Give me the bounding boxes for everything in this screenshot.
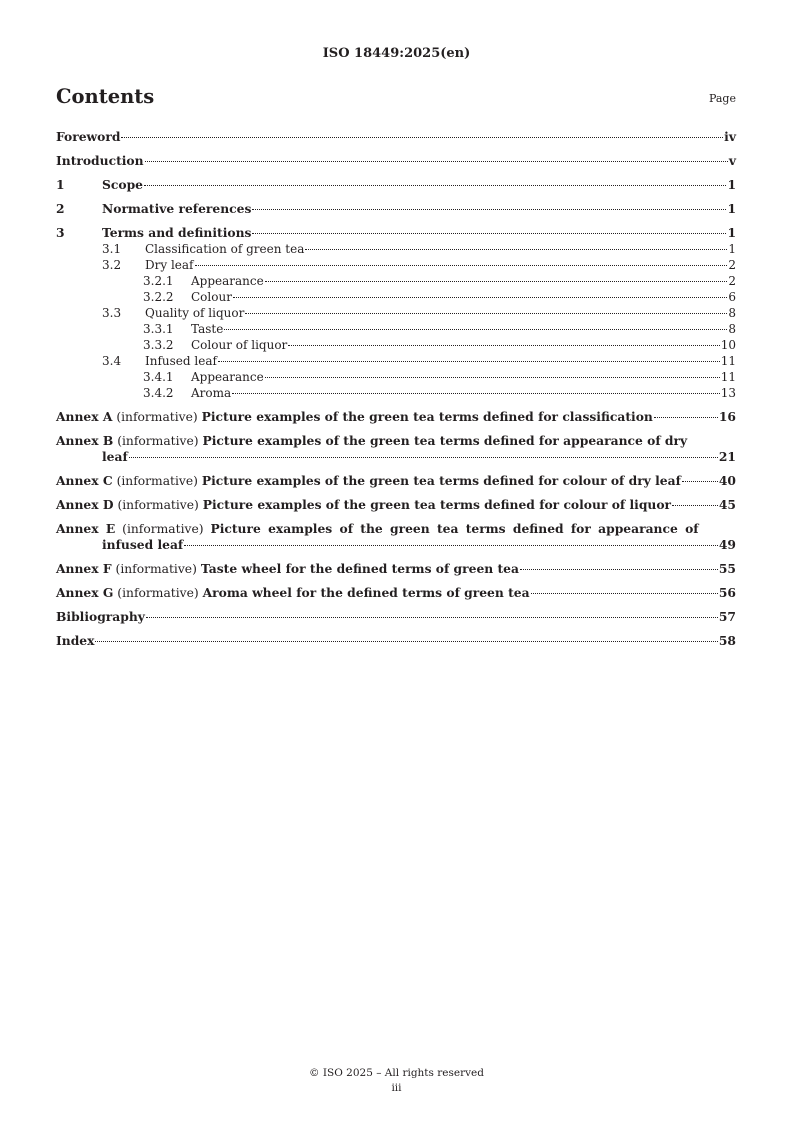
toc-label: Scope bbox=[102, 177, 143, 192]
toc-page: 2 bbox=[728, 258, 736, 272]
toc-label: Colour bbox=[191, 290, 232, 304]
dot-leader bbox=[121, 137, 723, 138]
toc-page: 49 bbox=[718, 537, 736, 552]
annex-informative: (informative) bbox=[117, 498, 199, 512]
toc-entry-foreword[interactable] bbox=[56, 129, 736, 145]
toc-entry-annex-d[interactable] bbox=[56, 497, 736, 513]
dot-leader bbox=[232, 393, 720, 394]
toc-label: Aroma bbox=[191, 386, 232, 400]
toc-page: 1 bbox=[727, 225, 736, 240]
toc-entry-normative-references[interactable] bbox=[56, 201, 736, 217]
toc-page: 8 bbox=[728, 322, 736, 336]
toc-label: Infused leaf bbox=[145, 354, 217, 368]
toc-number: 3.2.1 bbox=[143, 274, 174, 288]
toc-label: Colour of liquor bbox=[191, 338, 288, 352]
toc-page: 55 bbox=[718, 561, 736, 576]
toc-entry-3-3[interactable] bbox=[56, 305, 736, 321]
annex-informative: (informative) bbox=[116, 410, 198, 424]
toc-label: Introduction bbox=[56, 153, 144, 168]
dot-leader bbox=[144, 185, 726, 186]
toc-number: 3.2 bbox=[102, 258, 122, 272]
annex-informative: (informative) bbox=[122, 522, 204, 536]
toc-label: Normative references bbox=[102, 201, 252, 216]
toc-entry-3-2[interactable] bbox=[56, 257, 736, 273]
annex-title-continued: infused leaf bbox=[102, 537, 184, 552]
dot-leader bbox=[145, 161, 728, 162]
annex-title: Picture examples of the green tea terms defined for classification bbox=[201, 409, 653, 424]
toc-page: 58 bbox=[718, 633, 736, 648]
annex-title: Taste wheel for the defined terms of green tea bbox=[200, 561, 519, 576]
annex-label: Annex E bbox=[56, 521, 116, 536]
table-of-contents bbox=[56, 129, 736, 649]
dot-leader bbox=[672, 505, 718, 506]
toc-page: 57 bbox=[718, 609, 736, 624]
toc-page: 21 bbox=[718, 449, 736, 464]
toc-entry-bibliography[interactable] bbox=[56, 609, 736, 625]
toc-page: 10 bbox=[720, 338, 736, 352]
document-id: ISO 18449:2025(en) bbox=[322, 46, 471, 61]
toc-entry-introduction[interactable] bbox=[56, 153, 736, 169]
toc-entry-3-4[interactable] bbox=[56, 353, 736, 369]
toc-entry-3-4-1[interactable] bbox=[56, 369, 736, 385]
dot-leader bbox=[218, 361, 720, 362]
annex-title: Picture examples of the green tea terms defined for appearance of bbox=[210, 521, 699, 536]
toc-page: 2 bbox=[728, 274, 736, 288]
toc-page: 11 bbox=[720, 370, 736, 384]
toc-page: 1 bbox=[727, 201, 736, 216]
dot-leader bbox=[520, 569, 718, 570]
toc-entry-3-4-2[interactable] bbox=[56, 385, 736, 401]
toc-page: 56 bbox=[718, 585, 736, 600]
dot-leader bbox=[265, 281, 728, 282]
annex-title: Picture examples of the green tea terms defined for appearance of dry bbox=[202, 433, 688, 448]
dot-leader bbox=[288, 345, 719, 346]
toc-page: 45 bbox=[718, 497, 736, 512]
dot-leader bbox=[305, 249, 727, 250]
annex-informative: (informative) bbox=[117, 434, 199, 448]
toc-number: 3.3.2 bbox=[143, 338, 174, 352]
toc-number: 2 bbox=[56, 201, 65, 216]
toc-label: Dry leaf bbox=[145, 258, 194, 272]
toc-page: 11 bbox=[720, 354, 736, 368]
page-title: Contents bbox=[56, 85, 155, 108]
toc-page: 40 bbox=[718, 473, 736, 488]
toc-label: Appearance bbox=[191, 370, 264, 384]
toc-page: iv bbox=[724, 129, 736, 144]
toc-label: Appearance bbox=[191, 274, 264, 288]
annex-title-continued: leaf bbox=[102, 449, 128, 464]
toc-entry-annex-b[interactable] bbox=[56, 433, 736, 465]
toc-entry-annex-a[interactable] bbox=[56, 409, 736, 425]
dot-leader bbox=[224, 329, 727, 330]
toc-number: 3.1 bbox=[102, 242, 122, 256]
toc-page: 16 bbox=[718, 409, 736, 424]
toc-page: v bbox=[728, 153, 736, 168]
toc-page: 6 bbox=[728, 290, 736, 304]
copyright-notice: © ISO 2025 – All rights reserved bbox=[309, 1067, 484, 1079]
dot-leader bbox=[265, 377, 720, 378]
toc-label: Classification of green tea bbox=[145, 242, 305, 256]
toc-entry-scope[interactable] bbox=[56, 177, 736, 193]
dot-leader bbox=[184, 545, 718, 546]
toc-label: Foreword bbox=[56, 129, 121, 144]
annex-informative: (informative) bbox=[117, 586, 199, 600]
page-footer bbox=[0, 1066, 793, 1096]
toc-page: 8 bbox=[728, 306, 736, 320]
toc-entry-3-2-2[interactable] bbox=[56, 289, 736, 305]
toc-entry-annex-e[interactable] bbox=[56, 521, 736, 553]
toc-number: 3.3 bbox=[102, 306, 122, 320]
dot-leader bbox=[252, 233, 726, 234]
toc-number: 3.3.1 bbox=[143, 322, 174, 336]
toc-entry-annex-g[interactable] bbox=[56, 585, 736, 601]
toc-entry-3-3-2[interactable] bbox=[56, 337, 736, 353]
toc-page: 13 bbox=[720, 386, 736, 400]
dot-leader bbox=[531, 593, 718, 594]
page-number: iii bbox=[391, 1082, 402, 1094]
dot-leader bbox=[245, 313, 727, 314]
annex-label: Annex A bbox=[56, 409, 113, 424]
annex-label: Annex C bbox=[56, 473, 113, 488]
toc-entry-3-3-1[interactable] bbox=[56, 321, 736, 337]
toc-page: 1 bbox=[727, 177, 736, 192]
dot-leader bbox=[129, 457, 718, 458]
annex-informative: (informative) bbox=[115, 562, 197, 576]
annex-label: Annex G bbox=[56, 585, 114, 600]
toc-label: Terms and definitions bbox=[102, 225, 252, 240]
dot-leader bbox=[252, 209, 726, 210]
page-column-label: Page bbox=[708, 92, 736, 105]
annex-title: Picture examples of the green tea terms defined for colour of liquor bbox=[202, 497, 672, 512]
toc-number: 3.2.2 bbox=[143, 290, 174, 304]
toc-number: 1 bbox=[56, 177, 65, 192]
toc-number: 3.4.2 bbox=[143, 386, 174, 400]
toc-label: Taste bbox=[191, 322, 224, 336]
toc-label: Quality of liquor bbox=[145, 306, 245, 320]
toc-label: Bibliography bbox=[56, 609, 145, 624]
dot-leader bbox=[95, 641, 717, 642]
dot-leader bbox=[233, 297, 727, 298]
dot-leader bbox=[654, 417, 718, 418]
toc-number: 3.4.1 bbox=[143, 370, 174, 384]
toc-entry-annex-c[interactable] bbox=[56, 473, 736, 489]
toc-page: 1 bbox=[728, 242, 736, 256]
toc-entry-3-2-1[interactable] bbox=[56, 273, 736, 289]
toc-number: 3 bbox=[56, 225, 65, 240]
annex-title: Aroma wheel for the defined terms of green tea bbox=[202, 585, 530, 600]
dot-leader bbox=[682, 481, 718, 482]
toc-entry-index[interactable] bbox=[56, 633, 736, 649]
dot-leader bbox=[195, 265, 728, 266]
toc-label: Index bbox=[56, 633, 95, 648]
annex-label: Annex F bbox=[56, 561, 112, 576]
dot-leader bbox=[146, 617, 718, 618]
toc-entry-terms-and-definitions[interactable] bbox=[56, 225, 736, 241]
annex-title: Picture examples of the green tea terms defined for colour of dry leaf bbox=[201, 473, 681, 488]
toc-number: 3.4 bbox=[102, 354, 122, 368]
annex-label: Annex D bbox=[56, 497, 114, 512]
annex-informative: (informative) bbox=[116, 474, 198, 488]
toc-entry-3-1[interactable] bbox=[56, 241, 736, 257]
annex-label: Annex B bbox=[56, 433, 114, 448]
toc-entry-annex-f[interactable] bbox=[56, 561, 736, 577]
